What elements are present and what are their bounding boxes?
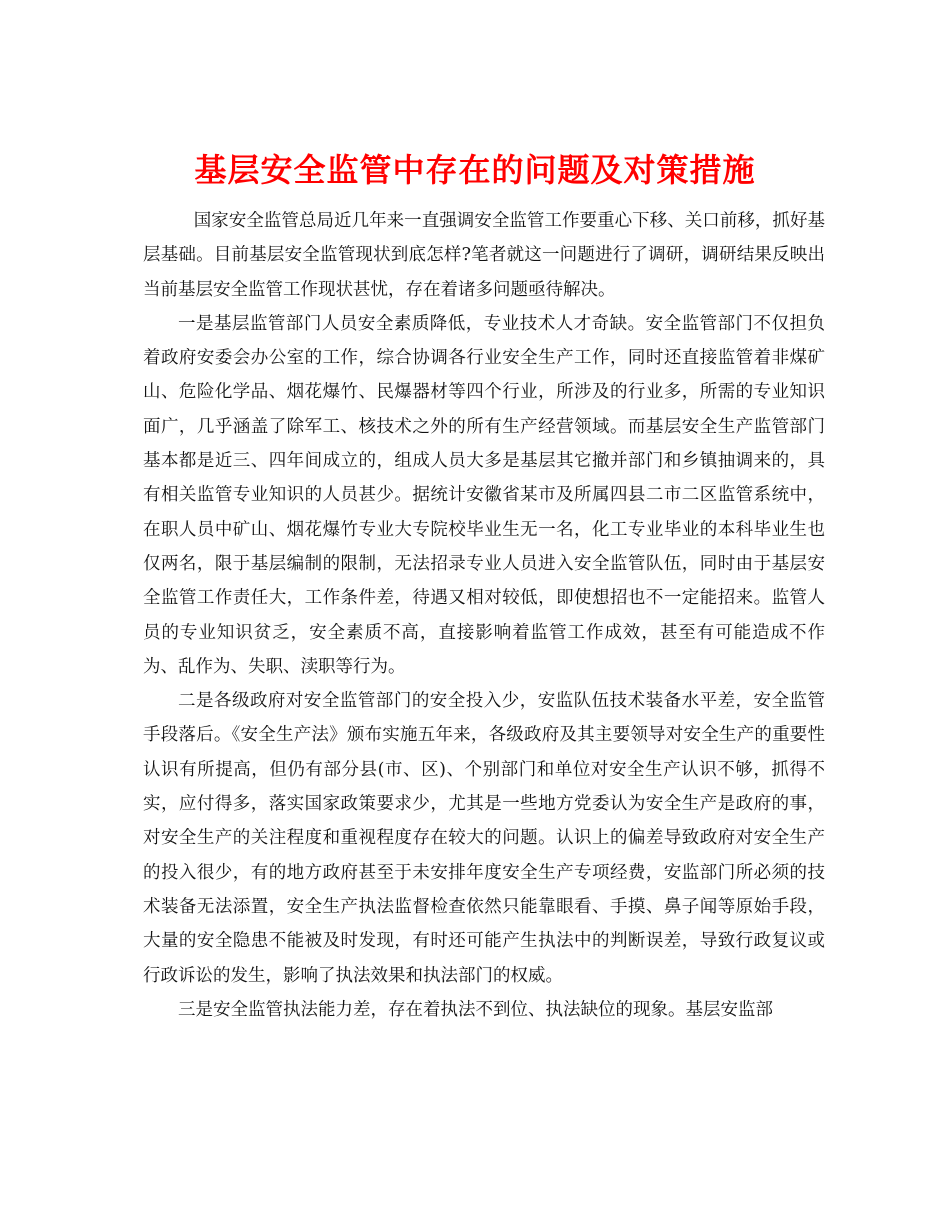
paragraph-issue-two: 二是各级政府对安全监管部门的安全投入少，安监队伍技术装备水平差，安全监管手段落后。《安全生产法》颁布实施五年来，各级政府及其主要领导对安全生产的重要性认识有所提高，但仍有部分县(市、区)、个别部门和单位对安全生产认识不够，抓得不实，应付得多，落实国家政策要求少，尤其是一些地方党委认为安全生产是政府的事，对安全生产的关注程度和重视程度存在较大的问题。认识上的偏差导致政府对安全生产的投入很少，有的地方政府甚至于未安排年度安全生产专项经费，安监部门所必须的技术装备无法添置，安全生产执法监督检查依然只能靠眼看、手摸、鼻子闻等原始手段，大量的安全隐患不能被及时发现，有时还可能产生执法中的判断误差，导致行政复议或行政诉讼的发生，影响了执法效果和执法部门的权威。 (143, 691, 825, 986)
paragraph-intro: 国家安全监管总局近几年来一直强调安全监管工作要重心下移、关口前移，抓好基层基础。目前基层安全监管现状到底怎样?笔者就这一问题进行了调研，调研结果反映出当前基层安全监管工作现状甚忧，存在着诸多问题亟待解决。 (143, 211, 825, 300)
paragraph-issue-one: 一是基层监管部门人员安全素质降低，专业技术人才奇缺。安全监管部门不仅担负着政府安委会办公室的工作，综合协调各行业安全生产工作，同时还直接监管着非煤矿山、危险化学品、烟花爆竹、民爆器材等四个行业，所涉及的行业多，所需的专业知识面广，几乎涵盖了除军工、核技术之外的所有生产经营领域。而基层安全生产监管部门基本都是近三、四年间成立的，组成人员大多是基层其它撤并部门和乡镇抽调来的，具有相关监管专业知识的人员甚少。据统计安徽省某市及所属四县二市二区监管系统中，在职人员中矿山、烟花爆竹专业大专院校毕业生无一名，化工专业毕业的本科毕业生也仅两名，限于基层编制的限制，无法招录专业人员进入安全监管队伍，同时由于基层安全监管工作责任大，工作条件差，待遇又相对较低，即使想招也不一定能招来。监管人员的专业知识贫乏，安全素质不高，直接影响着监管工作成效，甚至有可能造成不作为、乱作为、失职、渎职等行为。 (143, 313, 825, 677)
document-title: 基层安全监管中存在的问题及对策措施 (194, 151, 756, 190)
paragraph-issue-three: 三是安全监管执法能力差，存在着执法不到位、执法缺位的现象。基层安监部 (178, 999, 773, 1020)
document-body (143, 204, 825, 1027)
